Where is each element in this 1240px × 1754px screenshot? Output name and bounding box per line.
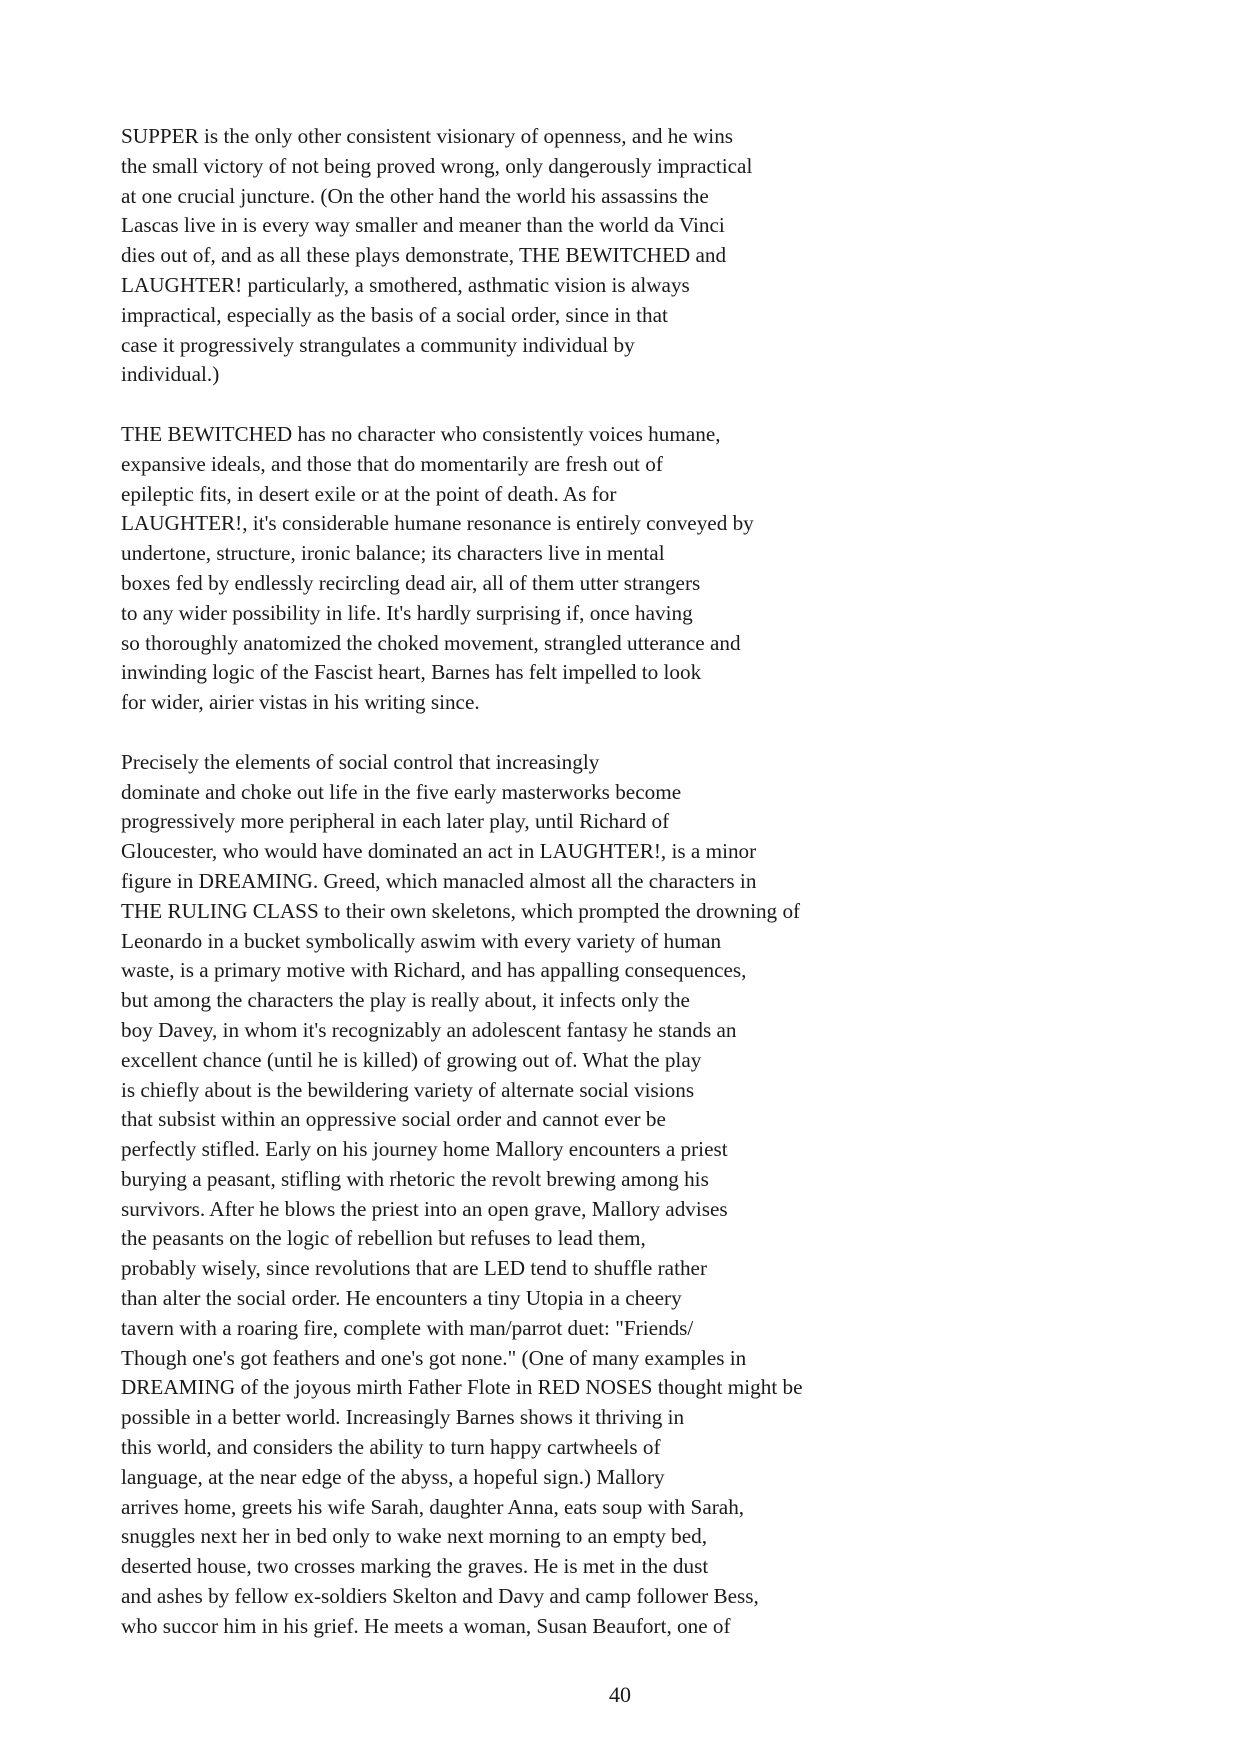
text-line: LAUGHTER!, it's considerable humane resonance is entirely conveyed by <box>121 511 754 536</box>
text-line: individual.) <box>121 362 220 387</box>
text-line: excellent chance (until he is killed) of growing out of. What the play <box>121 1047 702 1072</box>
text-line: possible in a better world. Increasingly Barnes shows it thriving in <box>121 1405 685 1430</box>
text-line: tavern with a roaring fire, complete with man/parrot duet: "Friends/ <box>121 1315 694 1340</box>
text-line: probably wisely, since revolutions that are LED tend to shuffle rather <box>121 1256 708 1281</box>
text-line: who succor him in his grief. He meets a woman, Susan Beaufort, one of <box>121 1613 731 1638</box>
text-line: perfectly stifled. Early on his journey home Mallory encounters a priest <box>121 1137 728 1162</box>
text-line: impractical, especially as the basis of a social order, since in that <box>121 302 668 327</box>
text-line: Precisely the elements of social control that increasingly <box>121 749 600 774</box>
text-line: and ashes by fellow ex-soldiers Skelton and Davy and camp follower Bess, <box>121 1584 759 1609</box>
text-line: the peasants on the logic of rebellion but refuses to lead them, <box>121 1226 646 1251</box>
text-line: inwinding logic of the Fascist heart, Barnes has felt impelled to look <box>121 660 702 685</box>
text-line: expansive ideals, and those that do momentarily are fresh out of <box>121 451 663 476</box>
body-text <box>121 122 1121 1671</box>
text-line: Lascas live in is every way smaller and meaner than the world da Vinci <box>121 213 725 238</box>
text-line: survivors. After he blows the priest into an open grave, Mallory advises <box>121 1196 728 1221</box>
text-line: progressively more peripheral in each later play, until Richard of <box>121 809 670 834</box>
text-line: than alter the social order. He encounters a tiny Utopia in a cheery <box>121 1286 682 1311</box>
text-line: is chiefly about is the bewildering variety of alternate social visions <box>121 1077 695 1102</box>
text-line: LAUGHTER! particularly, a smothered, asthmatic vision is always <box>121 272 690 297</box>
text-line: language, at the near edge of the abyss, a hopeful sign.) Mallory <box>121 1464 665 1489</box>
text-line: undertone, structure, ironic balance; its characters live in mental <box>121 541 665 566</box>
page-number: 40 <box>609 1682 631 1707</box>
text-line: case it progressively strangulates a community individual by <box>121 332 635 357</box>
text-line: arrives home, greets his wife Sarah, daughter Anna, eats soup with Sarah, <box>121 1494 745 1519</box>
text-line: but among the characters the play is really about, it infects only the <box>121 988 690 1013</box>
text-line: deserted house, two crosses marking the graves. He is met in the dust <box>121 1554 709 1579</box>
text-line: dominate and choke out life in the five early masterworks become <box>121 779 682 804</box>
text-line: at one crucial juncture. (On the other hand the world his assassins the <box>121 183 709 208</box>
text-line: to any wider possibility in life. It's hardly surprising if, once having <box>121 600 693 625</box>
text-line: that subsist within an oppressive social order and cannot ever be <box>121 1107 666 1132</box>
text-line: burying a peasant, stifling with rhetoric the revolt brewing among his <box>121 1166 709 1191</box>
text-line: Leonardo in a bucket symbolically aswim with every variety of human <box>121 928 722 953</box>
text-line: for wider, airier vistas in his writing since. <box>121 690 480 715</box>
text-line: snuggles next her in bed only to wake next morning to an empty bed, <box>121 1524 708 1549</box>
text-line: so thoroughly anatomized the choked movement, strangled utterance and <box>121 630 741 655</box>
text-line: epileptic fits, in desert exile or at the point of death. As for <box>121 481 617 506</box>
text-line: the small victory of not being proved wrong, only dangerously impractical <box>121 153 753 178</box>
text-line: THE BEWITCHED has no character who consistently voices humane, <box>121 421 721 446</box>
text-line: THE RULING CLASS to their own skeletons, which prompted the drowning of <box>121 898 801 923</box>
text-line: waste, is a primary motive with Richard, and has appalling consequences, <box>121 958 747 983</box>
text-line: DREAMING of the joyous mirth Father Flote in RED NOSES thought might be <box>121 1375 803 1400</box>
text-line: SUPPER is the only other consistent visionary of openness, and he wins <box>121 124 734 148</box>
paragraph <box>121 122 1121 390</box>
text-line: this world, and considers the ability to turn happy cartwheels of <box>121 1435 661 1460</box>
paragraph <box>121 420 1121 718</box>
text-line: Though one's got feathers and one's got none." (One of many examples in <box>121 1345 747 1370</box>
text-line: boy Davey, in whom it's recognizably an adolescent fantasy he stands an <box>121 1017 737 1042</box>
text-line: Gloucester, who would have dominated an act in LAUGHTER!, is a minor <box>121 839 757 864</box>
text-line: dies out of, and as all these plays demonstrate, THE BEWITCHED and <box>121 243 727 268</box>
paragraph <box>121 748 1121 1642</box>
text-line: boxes fed by endlessly recircling dead air, all of them utter strangers <box>121 570 701 595</box>
text-line: figure in DREAMING. Greed, which manacled almost all the characters in <box>121 868 757 893</box>
